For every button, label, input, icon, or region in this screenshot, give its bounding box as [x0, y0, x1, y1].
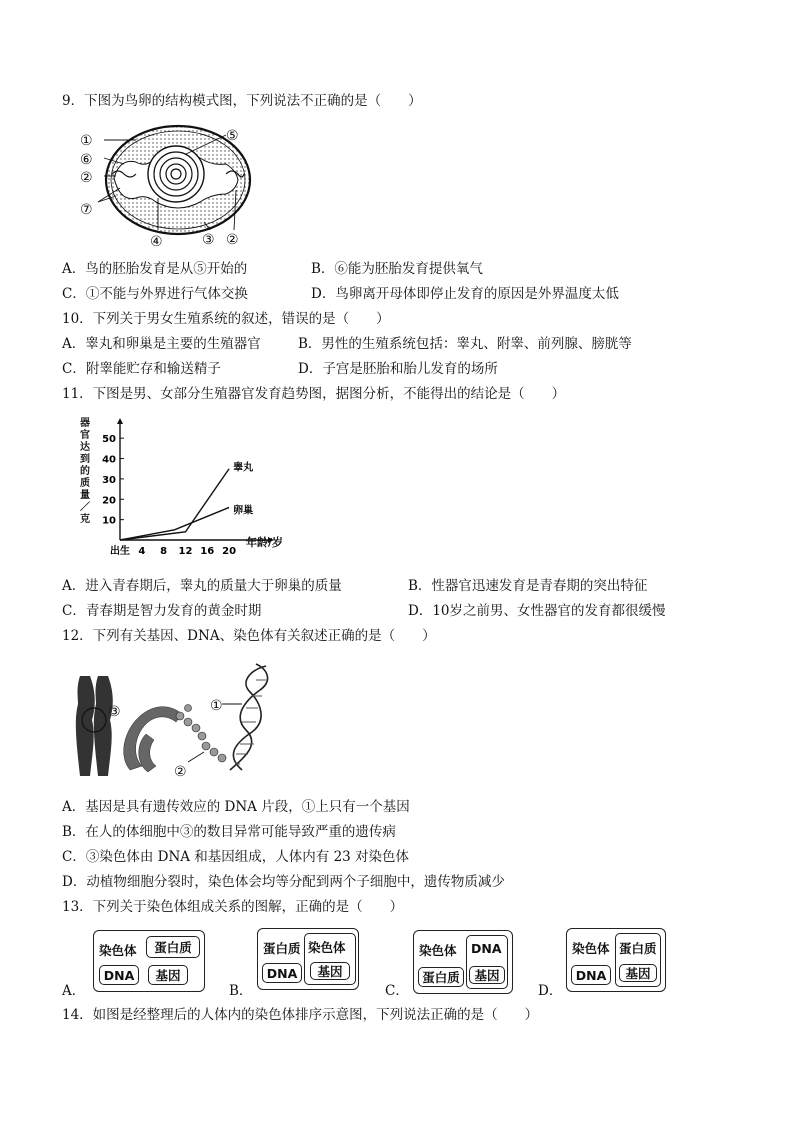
chart-y-label: 器官达到的质量／克: [80, 418, 90, 525]
question-9-stem: 9．下图为鸟卵的结构模式图，下列说法不正确的是（ ）: [62, 93, 422, 109]
q13-b-bottom-left: DNA: [262, 963, 302, 983]
chart-x-label: 年龄/岁: [246, 536, 284, 549]
q11-option-b: B．性器官迅速发育是青春期的突出特征: [408, 578, 648, 594]
q10-option-c: C．附睾能贮存和输送精子: [62, 361, 221, 377]
q12-option-c: C．③染色体由 DNA 和基因组成，人体内有 23 对染色体: [62, 849, 410, 865]
q13-c-inner-box: [466, 935, 508, 989]
egg-label-7: ⑦: [80, 202, 93, 218]
egg-label-4: ④: [150, 234, 163, 250]
egg-label-5: ⑤: [226, 128, 239, 144]
egg-label-6: ⑥: [80, 152, 93, 168]
q13-option-d-letter: D．: [538, 983, 563, 999]
q13-d-outer: 染色体: [572, 941, 610, 956]
q10-option-a: A．睾丸和卵巢是主要的生殖器官: [62, 336, 261, 352]
coiled-chromatin-icon: [124, 707, 182, 772]
dna-label-1: ①: [210, 698, 223, 714]
y-tick-label: 10: [102, 515, 116, 527]
egg-label-2b: ②: [226, 232, 239, 248]
q13-a-outer: 染色体: [99, 943, 137, 958]
x-tick-label: 8: [160, 546, 168, 557]
q9-option-d: D．鸟卵离开母体即停止发育的原因是外界温度太低: [311, 286, 619, 302]
series-label-0: 睾丸: [233, 462, 254, 474]
dna-label-3: ③: [108, 704, 121, 720]
organ-growth-chart: [74, 412, 294, 560]
y-axis-arrow: [117, 418, 123, 424]
y-tick-label: 50: [102, 434, 116, 446]
x-tick-label: 20: [222, 546, 237, 557]
chromosome-dna-diagram: [70, 660, 290, 785]
q13-b-outer: 蛋白质: [263, 941, 301, 956]
y-tick-label: 30: [102, 474, 116, 486]
x-tick-label: 12: [178, 546, 193, 557]
q12-option-b: B．在人的体细胞中③的数目异常可能导致严重的遗传病: [62, 824, 396, 840]
egg-label-2a: ②: [80, 170, 93, 186]
q13-option-a-letter: A．: [62, 983, 86, 999]
q13-option-a-diagram: [93, 930, 205, 992]
q13-c-bottom-left: 蛋白质: [418, 967, 464, 987]
q13-a-bottom-right: 基因: [148, 965, 188, 985]
series-line-1: [120, 507, 229, 540]
q13-a-bottom-left: DNA: [99, 965, 139, 985]
q13-option-d-diagram: [566, 928, 666, 992]
q13-option-c-diagram: [413, 930, 513, 994]
q9-option-b: B．⑥能为胚胎发育提供氧气: [311, 261, 483, 277]
q11-option-d: D．10岁之前男、女性器官的发育都很缓慢: [408, 603, 666, 619]
q13-b-bottom-right: 基因: [310, 962, 350, 980]
q9-option-a: A．鸟的胚胎发育是从⑤开始的: [62, 261, 248, 277]
q13-d-bottom-left: DNA: [571, 965, 611, 985]
q13-d-top-right: 蛋白质: [619, 941, 657, 956]
series-label-1: 卵巢: [233, 505, 254, 517]
q10-option-b: B．男性的生殖系统包括：睾丸、附睾、前列腺、膀胱等: [298, 336, 632, 352]
x-tick-label: 出生: [110, 546, 130, 557]
question-10-stem: 10．下列关于男女生殖系统的叙述，错误的是（ ）: [62, 311, 390, 327]
q11-option-c: C．青春期是智力发育的黄金时期: [62, 603, 262, 619]
q13-b-inner-box: [304, 933, 356, 985]
question-14-stem: 14．如图是经整理后的人体内的染色体排序示意图，下列说法正确的是（ ）: [62, 1007, 539, 1023]
q13-option-b-letter: B．: [229, 983, 253, 999]
chromosome-icon: [76, 676, 113, 776]
q11-option-a: A．进入青春期后，睾丸的质量大于卵巢的质量: [62, 578, 342, 594]
q13-d-bottom-right: 基因: [619, 964, 657, 982]
q13-b-top-right: 染色体: [308, 940, 346, 955]
q13-option-c-letter: C．: [385, 983, 409, 999]
y-tick-label: 40: [102, 454, 116, 466]
dna-label-2: ②: [174, 764, 187, 780]
q13-c-outer: 染色体: [419, 943, 457, 958]
question-11-stem: 11．下图是男、女部分生殖器官发育趋势图，据图分析，不能得出的结论是（ ）: [62, 386, 566, 402]
q10-option-d: D．子宫是胚胎和胎儿发育的场所: [298, 361, 498, 377]
q13-c-bottom-right: 基因: [469, 966, 505, 984]
q13-option-b-diagram: [257, 928, 359, 990]
q9-option-c: C．①不能与外界进行气体交换: [62, 286, 248, 302]
question-13-stem: 13．下列关于染色体组成关系的图解，正确的是（ ）: [62, 899, 404, 915]
q13-d-inner-box: [615, 933, 661, 987]
q12-option-a: A．基因是具有遗传效应的 DNA 片段，①上只有一个基因: [62, 799, 410, 815]
egg-label-1: ①: [80, 133, 93, 149]
x-tick-label: 4: [138, 546, 146, 557]
q12-option-d: D．动植物细胞分裂时，染色体会均等分配到两个子细胞中，遗传物质减少: [62, 874, 505, 890]
bird-egg-diagram: [76, 118, 256, 250]
egg-label-3: ③: [202, 232, 215, 248]
q13-a-top-right: 蛋白质: [146, 936, 200, 958]
question-12-stem: 12．下列有关基因、DNA、染色体有关叙述正确的是（ ）: [62, 628, 436, 644]
x-tick-label: 16: [200, 546, 215, 557]
y-tick-label: 20: [102, 495, 116, 507]
q13-c-top-right: DNA: [471, 941, 502, 956]
